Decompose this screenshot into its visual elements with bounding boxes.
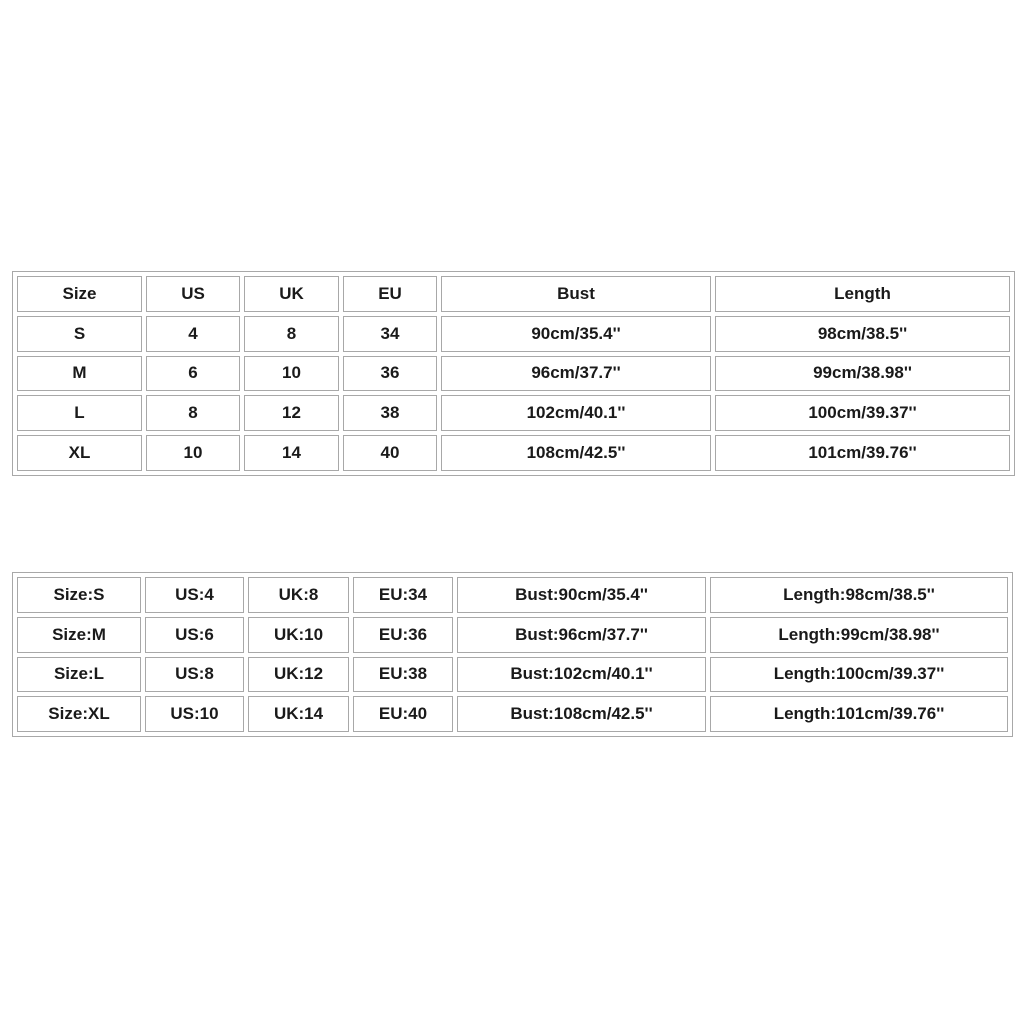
cell-eu: 40 <box>343 435 437 471</box>
cell-bust: 96cm/37.7'' <box>441 356 711 392</box>
cell-size: Size:M <box>17 617 141 653</box>
cell-size: M <box>17 356 142 392</box>
cell-bust: Bust:90cm/35.4'' <box>457 577 706 613</box>
cell-us: US:4 <box>145 577 244 613</box>
cell-length: Length:100cm/39.37'' <box>710 657 1008 693</box>
cell-us: 8 <box>146 395 240 431</box>
table-row <box>17 395 1010 431</box>
header-size: Size <box>17 276 142 312</box>
cell-us: 6 <box>146 356 240 392</box>
cell-bust: 102cm/40.1'' <box>441 395 711 431</box>
size-chart-table-inline <box>12 572 1013 737</box>
cell-size: Size:XL <box>17 696 141 732</box>
table-header-row <box>17 276 1010 312</box>
cell-eu: 36 <box>343 356 437 392</box>
cell-eu: EU:38 <box>353 657 453 693</box>
cell-eu: 34 <box>343 316 437 352</box>
cell-length: 98cm/38.5'' <box>715 316 1010 352</box>
cell-us: US:10 <box>145 696 244 732</box>
size-chart-table-labeled <box>12 271 1015 476</box>
cell-size: Size:L <box>17 657 141 693</box>
cell-uk: 14 <box>244 435 339 471</box>
cell-uk: 8 <box>244 316 339 352</box>
cell-length: Length:99cm/38.98'' <box>710 617 1008 653</box>
cell-size: L <box>17 395 142 431</box>
table-row <box>17 617 1008 653</box>
cell-uk: UK:10 <box>248 617 349 653</box>
header-uk: UK <box>244 276 339 312</box>
cell-size: XL <box>17 435 142 471</box>
header-us: US <box>146 276 240 312</box>
cell-size: Size:S <box>17 577 141 613</box>
cell-length: 101cm/39.76'' <box>715 435 1010 471</box>
cell-uk: 12 <box>244 395 339 431</box>
cell-bust: Bust:102cm/40.1'' <box>457 657 706 693</box>
header-eu: EU <box>343 276 437 312</box>
header-bust: Bust <box>441 276 711 312</box>
table-row <box>17 696 1008 732</box>
table-row <box>17 577 1008 613</box>
cell-length: Length:98cm/38.5'' <box>710 577 1008 613</box>
cell-bust: Bust:108cm/42.5'' <box>457 696 706 732</box>
cell-bust: Bust:96cm/37.7'' <box>457 617 706 653</box>
cell-uk: UK:12 <box>248 657 349 693</box>
cell-eu: EU:36 <box>353 617 453 653</box>
table-row <box>17 356 1010 392</box>
table-row <box>17 657 1008 693</box>
table-row <box>17 435 1010 471</box>
cell-length: Length:101cm/39.76'' <box>710 696 1008 732</box>
cell-eu: EU:34 <box>353 577 453 613</box>
cell-us: 4 <box>146 316 240 352</box>
header-length: Length <box>715 276 1010 312</box>
cell-us: US:6 <box>145 617 244 653</box>
cell-eu: EU:40 <box>353 696 453 732</box>
table-row <box>17 316 1010 352</box>
cell-uk: UK:14 <box>248 696 349 732</box>
cell-size: S <box>17 316 142 352</box>
cell-length: 100cm/39.37'' <box>715 395 1010 431</box>
cell-eu: 38 <box>343 395 437 431</box>
cell-bust: 108cm/42.5'' <box>441 435 711 471</box>
cell-bust: 90cm/35.4'' <box>441 316 711 352</box>
cell-us: 10 <box>146 435 240 471</box>
cell-uk: 10 <box>244 356 339 392</box>
cell-us: US:8 <box>145 657 244 693</box>
cell-length: 99cm/38.98'' <box>715 356 1010 392</box>
cell-uk: UK:8 <box>248 577 349 613</box>
